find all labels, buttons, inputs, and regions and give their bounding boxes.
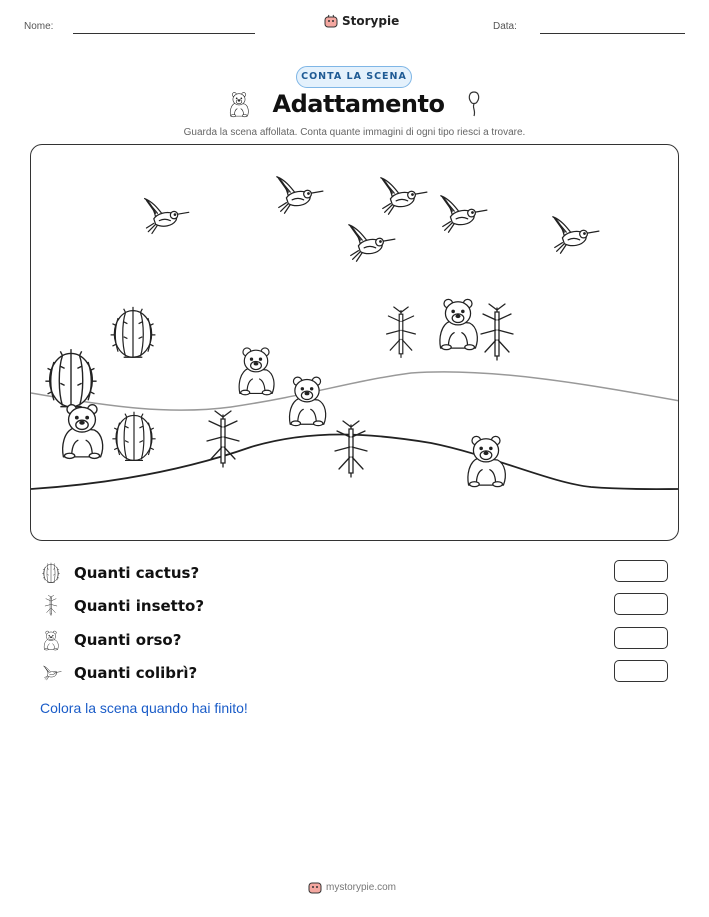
question-label: Quanti insetto? (74, 597, 205, 615)
bird (277, 177, 323, 213)
far-hill-line (31, 372, 679, 410)
bird (441, 196, 487, 232)
question-insect (40, 593, 204, 619)
name-field[interactable] (73, 33, 255, 34)
footer (308, 880, 396, 894)
section-badge: CONTA LA SCENA (296, 66, 412, 88)
coloring-instruction: Colora la scena quando hai finito! (40, 700, 248, 716)
question-label: Quanti cactus? (74, 564, 200, 582)
insect (335, 421, 367, 477)
question-label: Quanti colibrì? (74, 664, 198, 682)
answer-box-insect[interactable] (614, 593, 668, 615)
insect (481, 304, 513, 360)
bear (468, 436, 505, 486)
bird (349, 225, 395, 261)
answer-box-cactus[interactable] (614, 560, 668, 582)
bird-icon (40, 662, 62, 684)
balloon-icon (464, 90, 484, 118)
question-bear (40, 627, 181, 653)
cactus (45, 349, 96, 407)
bear (440, 299, 477, 349)
bear-icon (40, 629, 62, 651)
bear (290, 377, 326, 426)
bird (145, 199, 189, 234)
insect (207, 411, 239, 467)
footer-site[interactable]: mystorypie.com (326, 881, 397, 893)
date-label: Data: (493, 21, 517, 32)
storypie-logo-icon (324, 14, 338, 28)
page-title: Adattamento (272, 90, 445, 118)
brand-logo (324, 14, 399, 28)
answer-box-bear[interactable] (614, 627, 668, 649)
counting-scene (30, 144, 679, 541)
storypie-logo-icon (308, 880, 322, 894)
bear (63, 405, 103, 459)
question-cactus (40, 560, 199, 586)
bear-icon (225, 90, 253, 118)
bear (239, 348, 274, 395)
cactus (111, 307, 156, 357)
name-label: Nome: (24, 21, 54, 32)
insect-icon (40, 595, 62, 617)
answer-box-bird[interactable] (614, 660, 668, 682)
date-field[interactable] (540, 33, 685, 34)
brand-name: Storypie (342, 14, 400, 28)
cactus (112, 412, 155, 461)
question-label: Quanti orso? (74, 631, 182, 649)
question-bird (40, 660, 197, 686)
insect (387, 307, 416, 357)
cactus-icon (40, 562, 62, 584)
title-row (0, 90, 709, 118)
bird (553, 217, 599, 253)
bird (381, 178, 427, 214)
instructions: Guarda la scena affollata. Conta quante immagini di ogni tipo riesci a trovare. (183, 127, 526, 138)
